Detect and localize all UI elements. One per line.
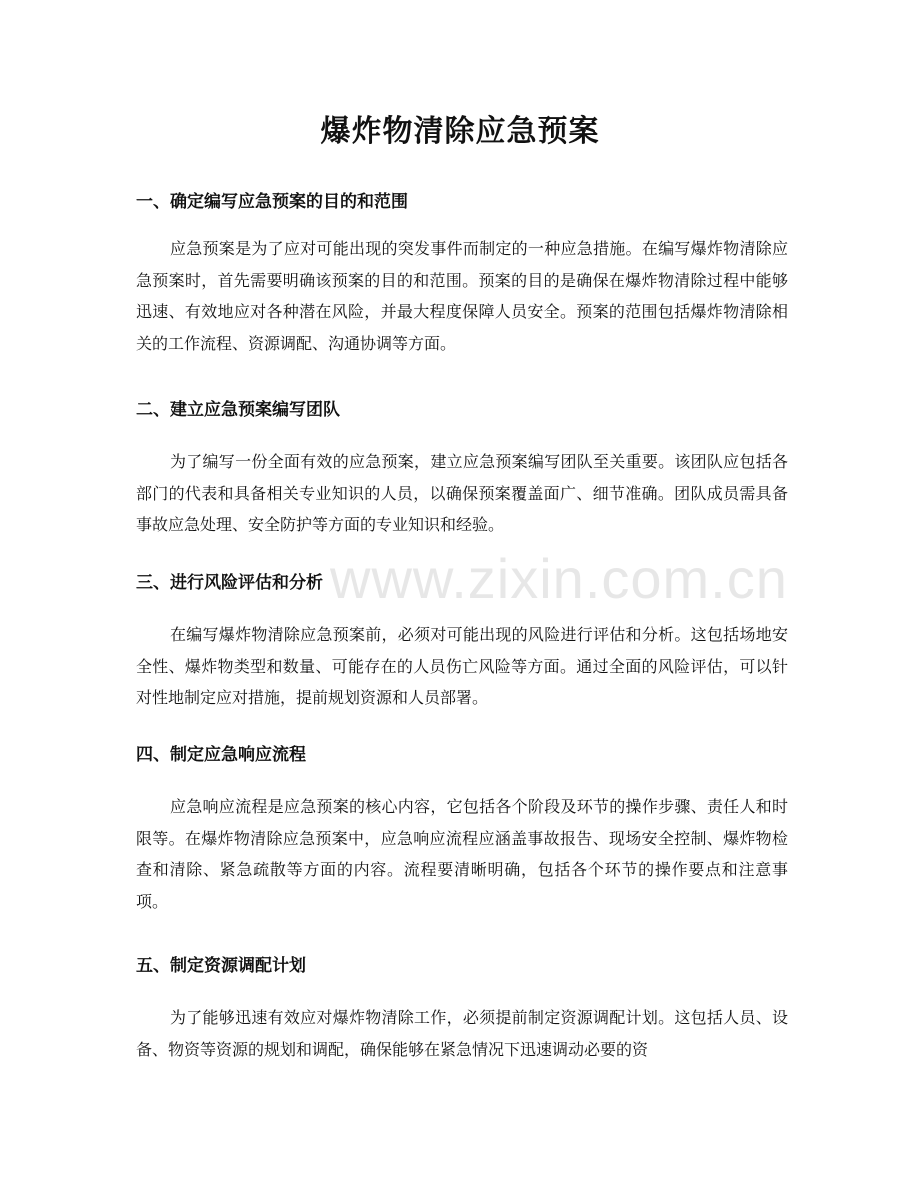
section-body-3: 在编写爆炸物清除应急预案前，必须对可能出现的风险进行评估和分析。这包括场地安全性、爆炸物类型和数量、可能存在的人员伤亡风险等方面。通过全面的风险评估，可以针对性地制定应对措施，提前规划资源和人员部署。 xyxy=(136,625,788,707)
section-heading-3: 三、进行风险评估和分析 xyxy=(136,573,323,593)
section-body-2: 为了编写一份全面有效的应急预案，建立应急预案编写团队至关重要。该团队应包括各部门的代表和具备相关专业知识的人员，以确保预案覆盖面广、细节准确。团队成员需具备事故应急处理、安全防护等方面的专业知识和经验。 xyxy=(136,452,788,534)
section-body-5: 为了能够迅速有效应对爆炸物清除工作，必须提前制定资源调配计划。这包括人员、设备、物资等资源的规划和调配，确保能够在紧急情况下迅速调动必要的资 xyxy=(136,1008,788,1059)
document-title: 爆炸物清除应急预案 xyxy=(320,114,600,149)
section-heading-5: 五、制定资源调配计划 xyxy=(136,956,306,976)
section-body-4: 应急响应流程是应急预案的核心内容，它包括各个阶段及环节的操作步骤、责任人和时限等。在爆炸物清除应急预案中，应急响应流程应涵盖事故报告、现场安全控制、爆炸物检查和清除、紧急疏散等方面的内容。流程要清晰明确，包括各个环节的操作要点和注意事项。 xyxy=(136,797,788,911)
section-heading-2: 二、建立应急预案编写团队 xyxy=(136,400,340,420)
watermark-text: www.zixin.com.cn xyxy=(330,547,788,610)
section-body-1: 应急预案是为了应对可能出现的突发事件而制定的一种应急措施。在编写爆炸物清除应急预案时，首先需要明确该预案的目的和范围。预案的目的是确保在爆炸物清除过程中能够迅速、有效地应对各种潜在风险，并最大程度保障人员安全。预案的范围包括爆炸物清除相关的工作流程、资源调配、沟通协调等方面。 xyxy=(136,239,788,353)
section-heading-1: 一、确定编写应急预案的目的和范围 xyxy=(136,192,408,212)
section-heading-4: 四、制定应急响应流程 xyxy=(136,745,306,765)
